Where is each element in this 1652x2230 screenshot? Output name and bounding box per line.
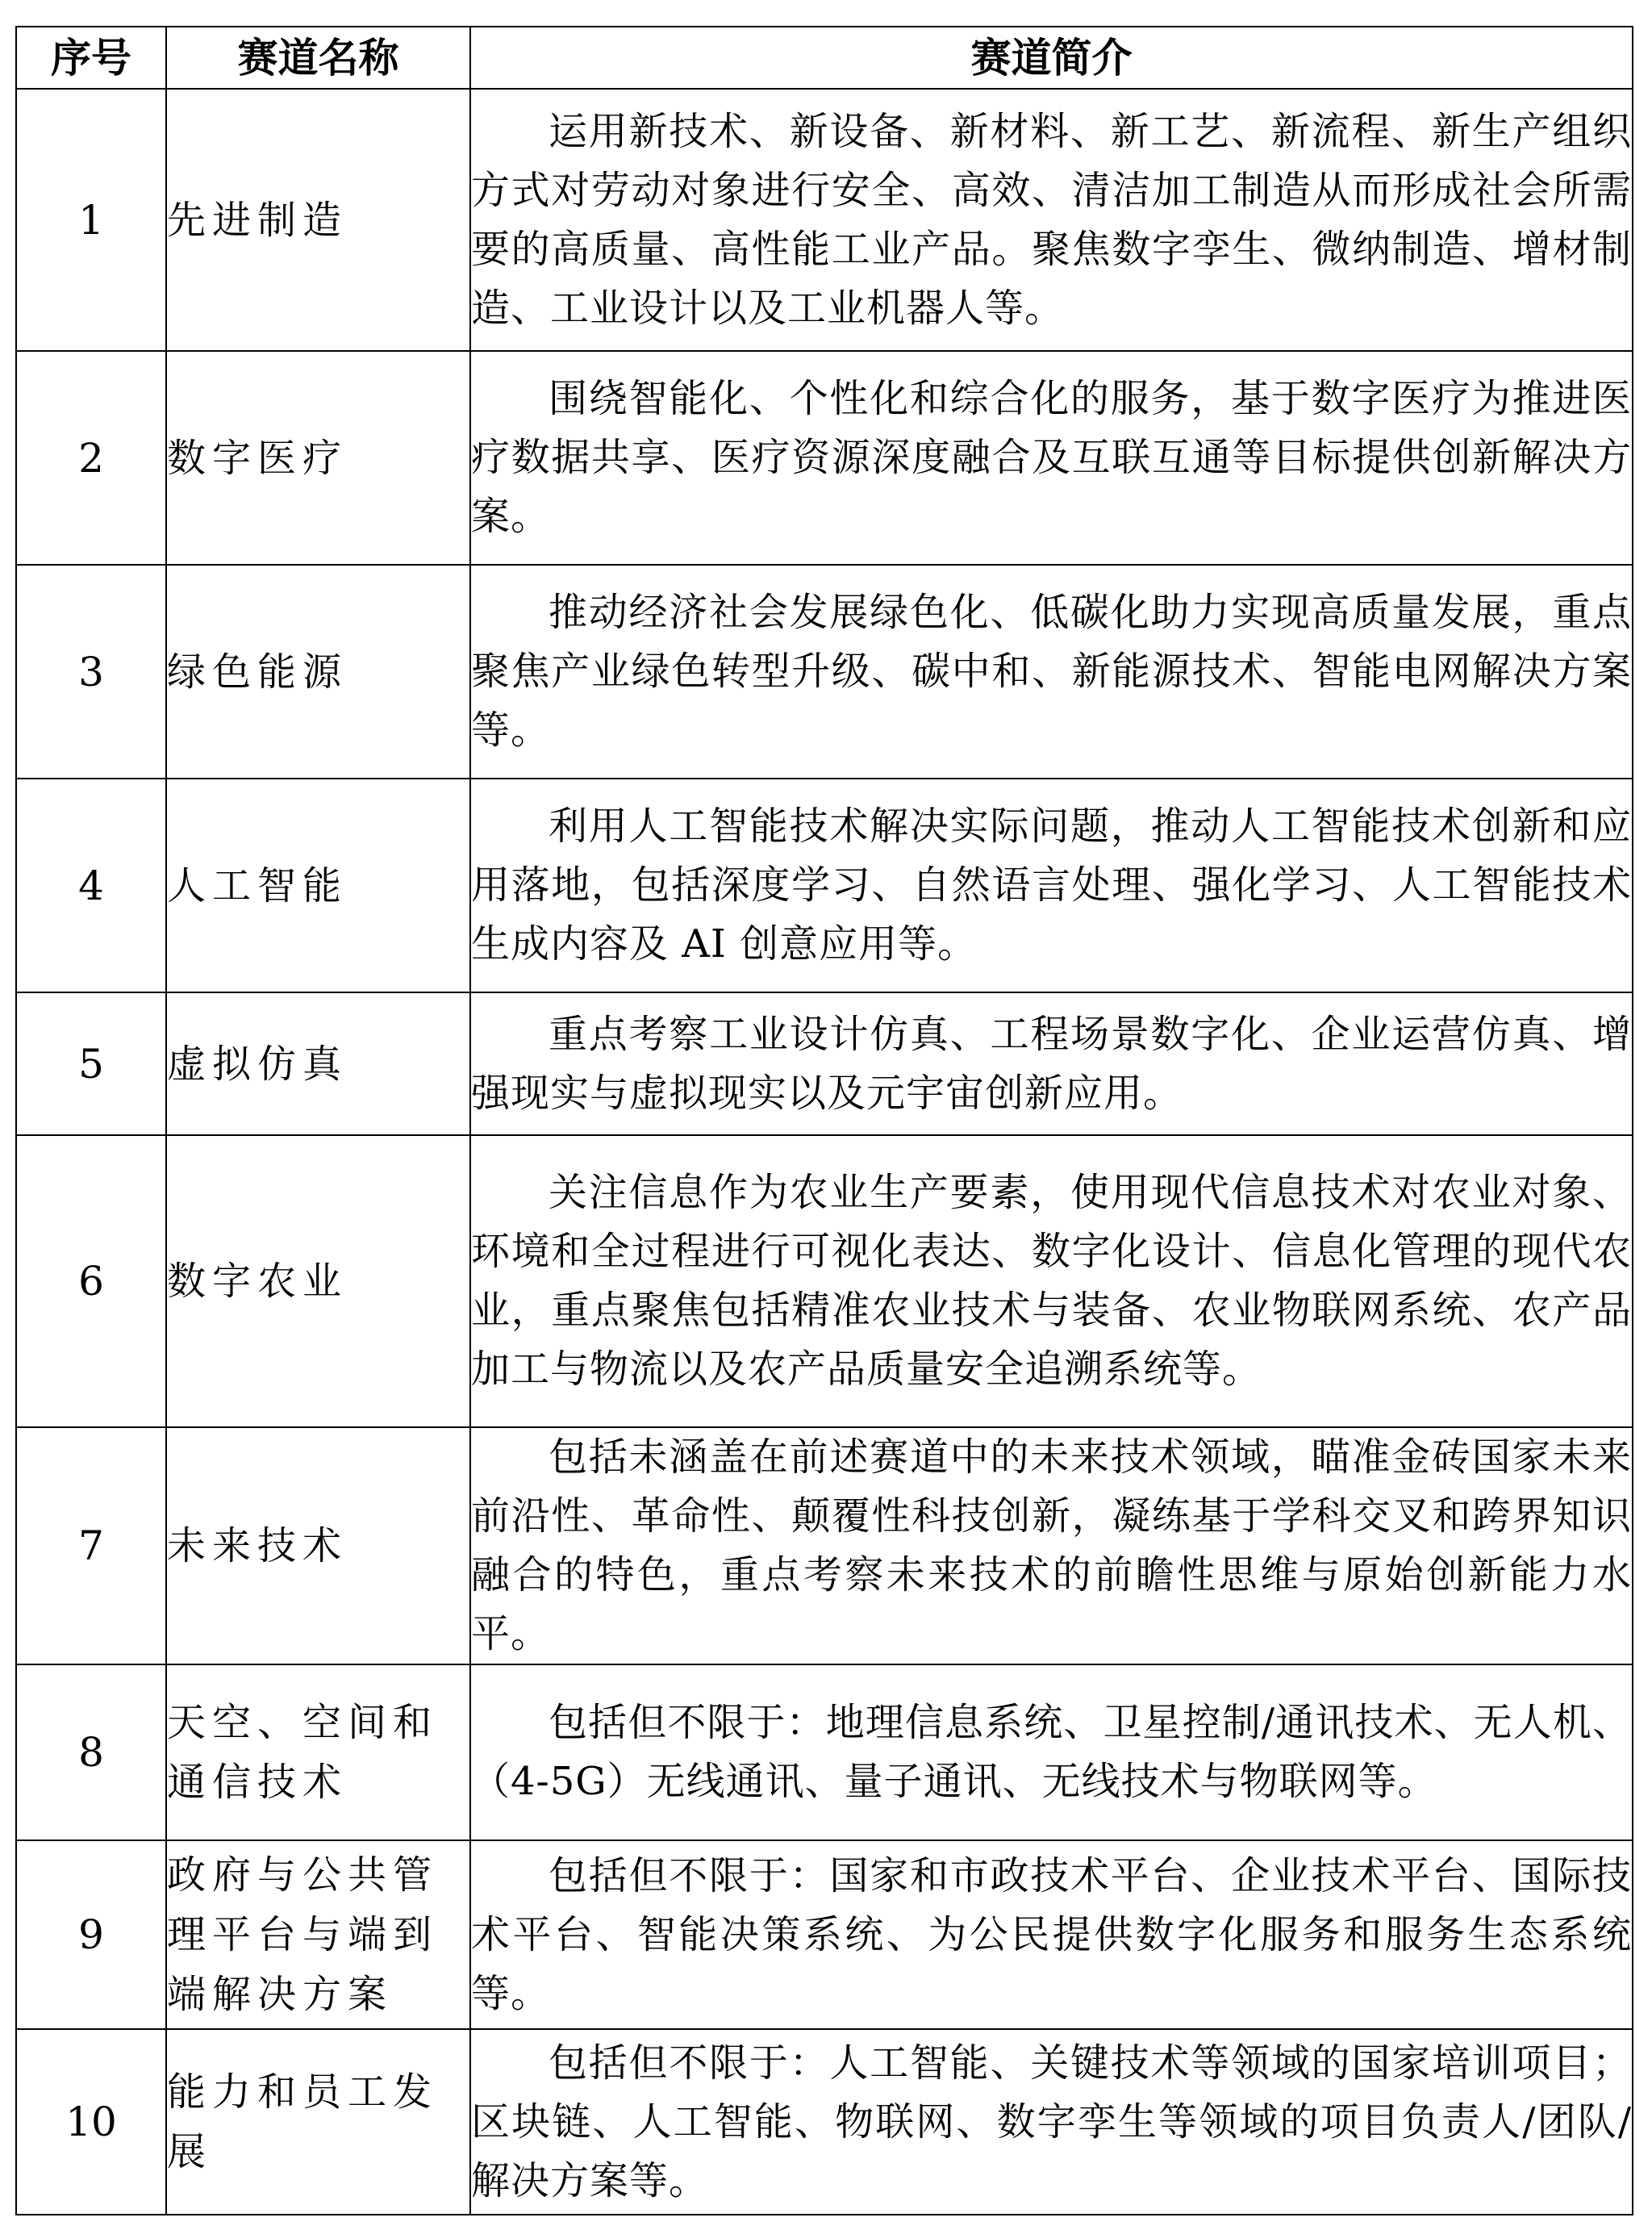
row-desc bbox=[470, 992, 1633, 1135]
row-name: 政府与公共管理平台与端到端解决方案 bbox=[166, 1840, 470, 2029]
row-index: 10 bbox=[16, 2029, 166, 2215]
row-name: 未来技术 bbox=[166, 1427, 470, 1664]
table-row bbox=[16, 1840, 1633, 2029]
row-index: 4 bbox=[16, 779, 166, 992]
row-index: 1 bbox=[16, 89, 166, 351]
header-row bbox=[16, 27, 1633, 89]
row-index: 5 bbox=[16, 992, 166, 1135]
row-name: 天空、空间和通信技术 bbox=[166, 1664, 470, 1840]
row-desc bbox=[470, 89, 1633, 351]
row-name: 绿色能源 bbox=[166, 565, 470, 779]
table-row bbox=[16, 2029, 1633, 2215]
table-row bbox=[16, 89, 1633, 351]
table-row bbox=[16, 351, 1633, 565]
table-row bbox=[16, 992, 1633, 1135]
table-row bbox=[16, 779, 1633, 992]
row-desc bbox=[470, 1664, 1633, 1840]
row-desc-text: 包括未涵盖在前述赛道中的未来技术领域，瞄准金砖国家未来前沿性、革命性、颠覆性科技创新，凝练基于学科交叉和跨界知识融合的特色，重点考察未来技术的前瞻性思维与原始创新能力水平。 bbox=[471, 1434, 1632, 1656]
row-desc bbox=[470, 1840, 1633, 2029]
row-desc bbox=[470, 565, 1633, 779]
row-desc bbox=[470, 2029, 1633, 2215]
row-desc-text: 围绕智能化、个性化和综合化的服务，基于数字医疗为推进医疗数据共享、医疗资源深度融合及互联互通等目标提供创新解决方案。 bbox=[471, 376, 1632, 539]
row-name: 人工智能 bbox=[166, 779, 470, 992]
row-index: 6 bbox=[16, 1135, 166, 1427]
header-name: 赛道名称 bbox=[166, 27, 470, 89]
row-desc-text: 关注信息作为农业生产要素，使用现代信息技术对农业对象、环境和全过程进行可视化表达、数字化设计、信息化管理的现代农业，重点聚焦包括精准农业技术与装备、农业物联网系统、农产品加工与物流以及农产品质量安全追溯系统等。 bbox=[471, 1170, 1632, 1392]
row-desc-text: 包括但不限于：国家和市政技术平台、企业技术平台、国际技术平台、智能决策系统、为公民提供数字化服务和服务生态系统等。 bbox=[471, 1852, 1632, 2016]
row-index: 7 bbox=[16, 1427, 166, 1664]
header-desc: 赛道简介 bbox=[470, 27, 1633, 89]
header-index: 序号 bbox=[16, 27, 166, 89]
row-desc-text: 重点考察工业设计仿真、工程场景数字化、企业运营仿真、增强现实与虚拟现实以及元宇宙创新应用。 bbox=[471, 1011, 1632, 1116]
row-index: 9 bbox=[16, 1840, 166, 2029]
row-index: 8 bbox=[16, 1664, 166, 1840]
table-row bbox=[16, 1427, 1633, 1664]
table-row bbox=[16, 565, 1633, 779]
row-desc-text: 利用人工智能技术解决实际问题，推动人工智能技术创新和应用落地，包括深度学习、自然语言处理、强化学习、人工智能技术生成内容及 AI 创意应用等。 bbox=[471, 804, 1632, 967]
row-name: 数字农业 bbox=[166, 1135, 470, 1427]
row-index: 2 bbox=[16, 351, 166, 565]
row-name: 先进制造 bbox=[166, 89, 470, 351]
row-desc-text: 推动经济社会发展绿色化、低碳化助力实现高质量发展，重点聚焦产业绿色转型升级、碳中和、新能源技术、智能电网解决方案等。 bbox=[471, 590, 1632, 753]
row-name: 数字医疗 bbox=[166, 351, 470, 565]
row-desc-text: 包括但不限于：人工智能、关键技术等领域的国家培训项目；区块链、人工智能、物联网、数字孪生等领域的项目负责人/团队/解决方案等。 bbox=[471, 2040, 1632, 2203]
table-row bbox=[16, 1135, 1633, 1427]
row-desc bbox=[470, 351, 1633, 565]
row-index: 3 bbox=[16, 565, 166, 779]
row-desc bbox=[470, 1135, 1633, 1427]
row-desc-text: 运用新技术、新设备、新材料、新工艺、新流程、新生产组织方式对劳动对象进行安全、高效、清洁加工制造从而形成社会所需要的高质量、高性能工业产品。聚焦数字孪生、微纳制造、增材制造、工业设计以及工业机器人等。 bbox=[471, 108, 1632, 331]
row-desc bbox=[470, 1427, 1633, 1664]
table-row bbox=[16, 1664, 1633, 1840]
tracks-table bbox=[15, 26, 1633, 2215]
row-name: 能力和员工发展 bbox=[166, 2029, 470, 2215]
row-desc-text: 包括但不限于：地理信息系统、卫星控制/通讯技术、无人机、（4-5G）无线通讯、量子通讯、无线技术与物联网等。 bbox=[471, 1700, 1632, 1804]
row-name: 虚拟仿真 bbox=[166, 992, 470, 1135]
row-desc bbox=[470, 779, 1633, 992]
